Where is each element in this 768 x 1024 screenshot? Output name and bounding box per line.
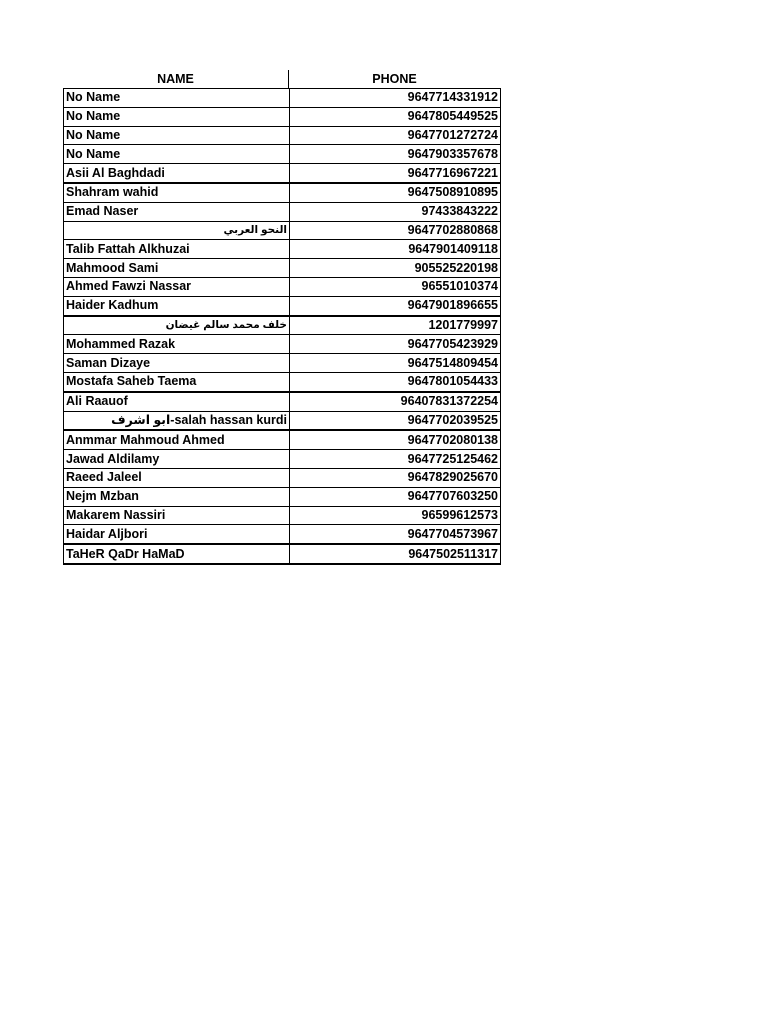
cell-name: Haidar Aljbori [64, 525, 290, 544]
cell-phone: 9647801054433 [290, 372, 501, 391]
cell-phone: 9647702039525 [290, 411, 501, 430]
cell-name: Talib Fattah Alkhuzai [64, 240, 290, 259]
table-row [64, 202, 501, 221]
cell-phone: 9647901896655 [290, 296, 501, 315]
cell-name: Saman Dizaye [64, 354, 290, 373]
table-row [64, 277, 501, 296]
cell-phone: 9647502511317 [290, 544, 501, 564]
cell-name: Jawad Aldilamy [64, 450, 290, 469]
cell-phone: 9647704573967 [290, 525, 501, 544]
cell-name: No Name [64, 145, 290, 164]
table-row [64, 89, 501, 108]
table-row [64, 506, 501, 525]
table-row [64, 126, 501, 145]
cell-phone: 9647903357678 [290, 145, 501, 164]
cell-name: Mohammed Razak [64, 335, 290, 354]
table-row [64, 145, 501, 164]
cell-phone: 905525220198 [290, 259, 501, 278]
cell-phone: 9647725125462 [290, 450, 501, 469]
table-row [64, 164, 501, 183]
column-header-name: NAME [63, 70, 289, 88]
cell-name: Mahmood Sami [64, 259, 290, 278]
cell-phone: 9647716967221 [290, 164, 501, 183]
contacts-table [63, 88, 501, 565]
cell-name: Nejm Mzban [64, 487, 290, 506]
cell-name: Ahmed Fawzi Nassar [64, 277, 290, 296]
contact-sheet [63, 70, 500, 565]
cell-name: Raeed Jaleel [64, 468, 290, 487]
table-row [64, 392, 501, 411]
cell-phone: 9647701272724 [290, 126, 501, 145]
cell-phone: 9647707603250 [290, 487, 501, 506]
cell-phone: 9647901409118 [290, 240, 501, 259]
table-row [64, 354, 501, 373]
cell-name: خلف محمد سالم غيضان [64, 316, 290, 335]
column-header-phone: PHONE [372, 72, 417, 86]
cell-name: No Name [64, 107, 290, 126]
table-row [64, 487, 501, 506]
table-row [64, 525, 501, 544]
table-row [64, 221, 501, 240]
cell-phone: 96599612573 [290, 506, 501, 525]
cell-name: Asii Al Baghdadi [64, 164, 290, 183]
table-row [64, 296, 501, 315]
cell-phone: 1201779997 [290, 316, 501, 335]
cell-phone: 96551010374 [290, 277, 501, 296]
cell-name: No Name [64, 89, 290, 108]
cell-phone: 9647714331912 [290, 89, 501, 108]
table-row [64, 259, 501, 278]
cell-phone: 9647514809454 [290, 354, 501, 373]
cell-name: Haider Kadhum [64, 296, 290, 315]
cell-name: TaHeR QaDr HaMaD [64, 544, 290, 564]
cell-name: النحو العربي [64, 221, 290, 240]
cell-name: Emad Naser [64, 202, 290, 221]
table-row [64, 316, 501, 335]
cell-name: Makarem Nassiri [64, 506, 290, 525]
cell-name: Ali Raauof [64, 392, 290, 411]
cell-phone: 9647805449525 [290, 107, 501, 126]
table-row [64, 107, 501, 126]
table-header [63, 70, 500, 88]
cell-name: Shahram wahid [64, 183, 290, 202]
table-row [64, 183, 501, 202]
table-row [64, 335, 501, 354]
table-row [64, 468, 501, 487]
cell-phone: 9647508910895 [290, 183, 501, 202]
table-row [64, 411, 501, 430]
cell-phone: 9647702080138 [290, 430, 501, 449]
table-row [64, 372, 501, 391]
table-row [64, 450, 501, 469]
table-row [64, 240, 501, 259]
cell-phone: 9647705423929 [290, 335, 501, 354]
cell-phone: 96407831372254 [290, 392, 501, 411]
cell-phone: 9647702880868 [290, 221, 501, 240]
cell-phone: 97433843222 [290, 202, 501, 221]
cell-name: Anmmar Mahmoud Ahmed [64, 430, 290, 449]
table-row [64, 430, 501, 449]
cell-name: No Name [64, 126, 290, 145]
table-row [64, 544, 501, 564]
cell-phone: 9647829025670 [290, 468, 501, 487]
cell-name: ابو اشرف-salah hassan kurdi [64, 411, 290, 430]
cell-name: Mostafa Saheb Taema [64, 372, 290, 391]
